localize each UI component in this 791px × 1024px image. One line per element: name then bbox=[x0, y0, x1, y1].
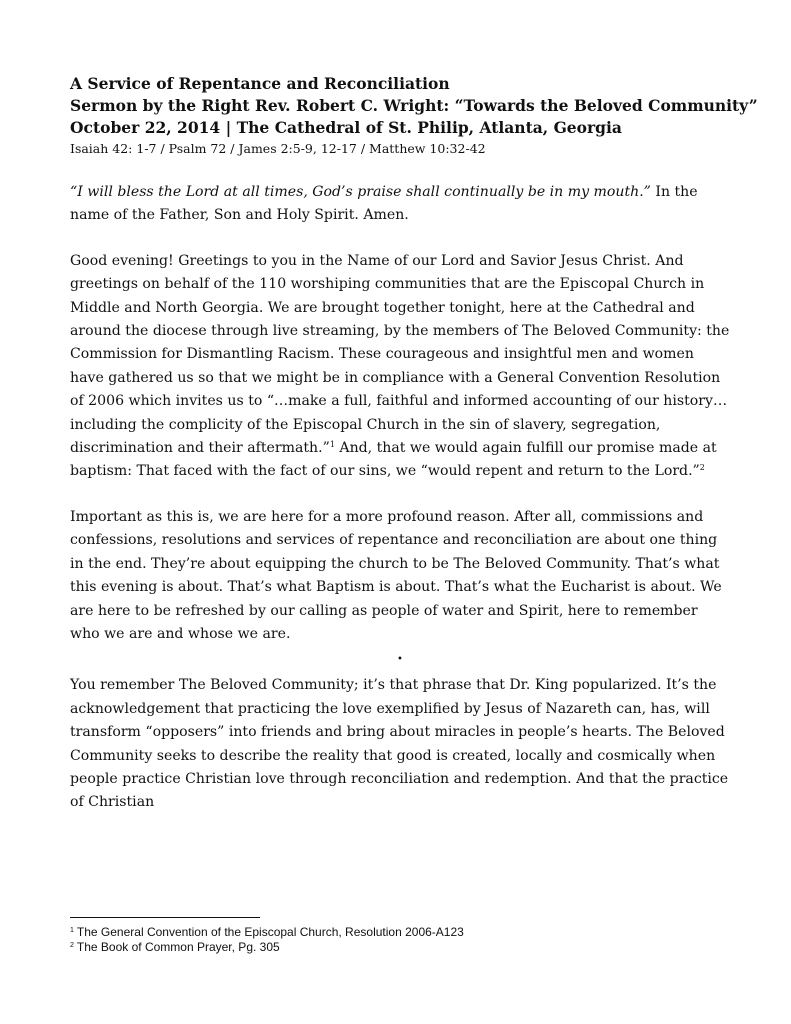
footnote-ref-2[interactable]: 2 bbox=[699, 463, 705, 473]
footnote-1-number: 1 bbox=[70, 927, 74, 934]
greeting-text-b: And, that we would again fulfill our promise made at baptism: That faced with the fact of our sins, we “would repent and return to the Lord.” bbox=[70, 440, 717, 480]
footnote-2-number: 2 bbox=[70, 942, 74, 949]
greeting-paragraph bbox=[70, 250, 730, 484]
opening-quote: “I will bless the Lord at all times, God’s praise shall continually be in my mouth.” bbox=[70, 184, 651, 200]
purpose-paragraph: Important as this is, we are here for a more profound reason. After all, commissions and confessions, resolutions and services of repentance and reconciliation are about one thing in the end. They’re about equipping the church to be The Beloved Community. That’s what this evening is about. That’s what Baptism is about. That’s what the Eucharist is about. We are here to be refreshed by our calling as people of water and Spirit, here to remember who we are and whose we are. bbox=[70, 508, 722, 642]
greeting-text-a: Good evening! Greetings to you in the Name of our Lord and Savior Jesus Christ. And greetings on behalf of the 110 worshiping communities that are the Episcopal Church in Middle and North Georgia. We are brought together tonight, here at the Cathedral and around the diocese through live streaming, by the members of The Beloved Community: the Commission for Dismantling Racism. These courageous and insightful men and women have gathered us so that we might be in compliance with a General Convention Resolution of 2006 which invites us to “…make a full, faithful and informed accounting of our history… including the complicity of the Episcopal Church in the sin of slavery, segregation, discrimination and their aftermath.” bbox=[70, 252, 730, 457]
section-separator: • bbox=[397, 654, 403, 666]
date-location: October 22, 2014 | The Cathedral of St. Philip, Atlanta, Georgia bbox=[70, 118, 622, 137]
footnote-1 bbox=[70, 925, 730, 940]
footnote-divider bbox=[70, 917, 260, 918]
sermon-title: Sermon by the Right Rev. Robert C. Wright: “Towards the Beloved Community” bbox=[70, 96, 758, 115]
footnotes bbox=[70, 925, 730, 955]
footnote-2-text: The Book of Common Prayer, Pg. 305 bbox=[76, 940, 280, 954]
opening-invocation: In the name of the Father, Son and Holy Spirit. Amen. bbox=[70, 184, 698, 224]
beloved-community-paragraph: You remember The Beloved Community; it’s that phrase that Dr. King popularized. It’s the acknowledgement that practicing the love exemplified by Jesus of Nazareth can, has, will transform “opposers” into friends and bring about miracles in people’s hearts. The Beloved Community seeks to describe the reality that good is created, locally and cosmically when people practice Christian love through reconciliation and redemption. And that the practice of Christian bbox=[70, 677, 729, 811]
service-title: A Service of Repentance and Reconciliation bbox=[70, 74, 450, 93]
document-page bbox=[70, 73, 758, 837]
footnote-1-text: The General Convention of the Episcopal Church, Resolution 2006-A123 bbox=[76, 925, 464, 939]
opening-paragraph bbox=[70, 181, 730, 228]
footnote-ref-1[interactable]: 1 bbox=[329, 440, 335, 450]
footnote-2 bbox=[70, 940, 730, 955]
scripture-readings: Isaiah 42: 1-7 / Psalm 72 / James 2:5-9, 12-17 / Matthew 10:32-42 bbox=[70, 141, 486, 156]
